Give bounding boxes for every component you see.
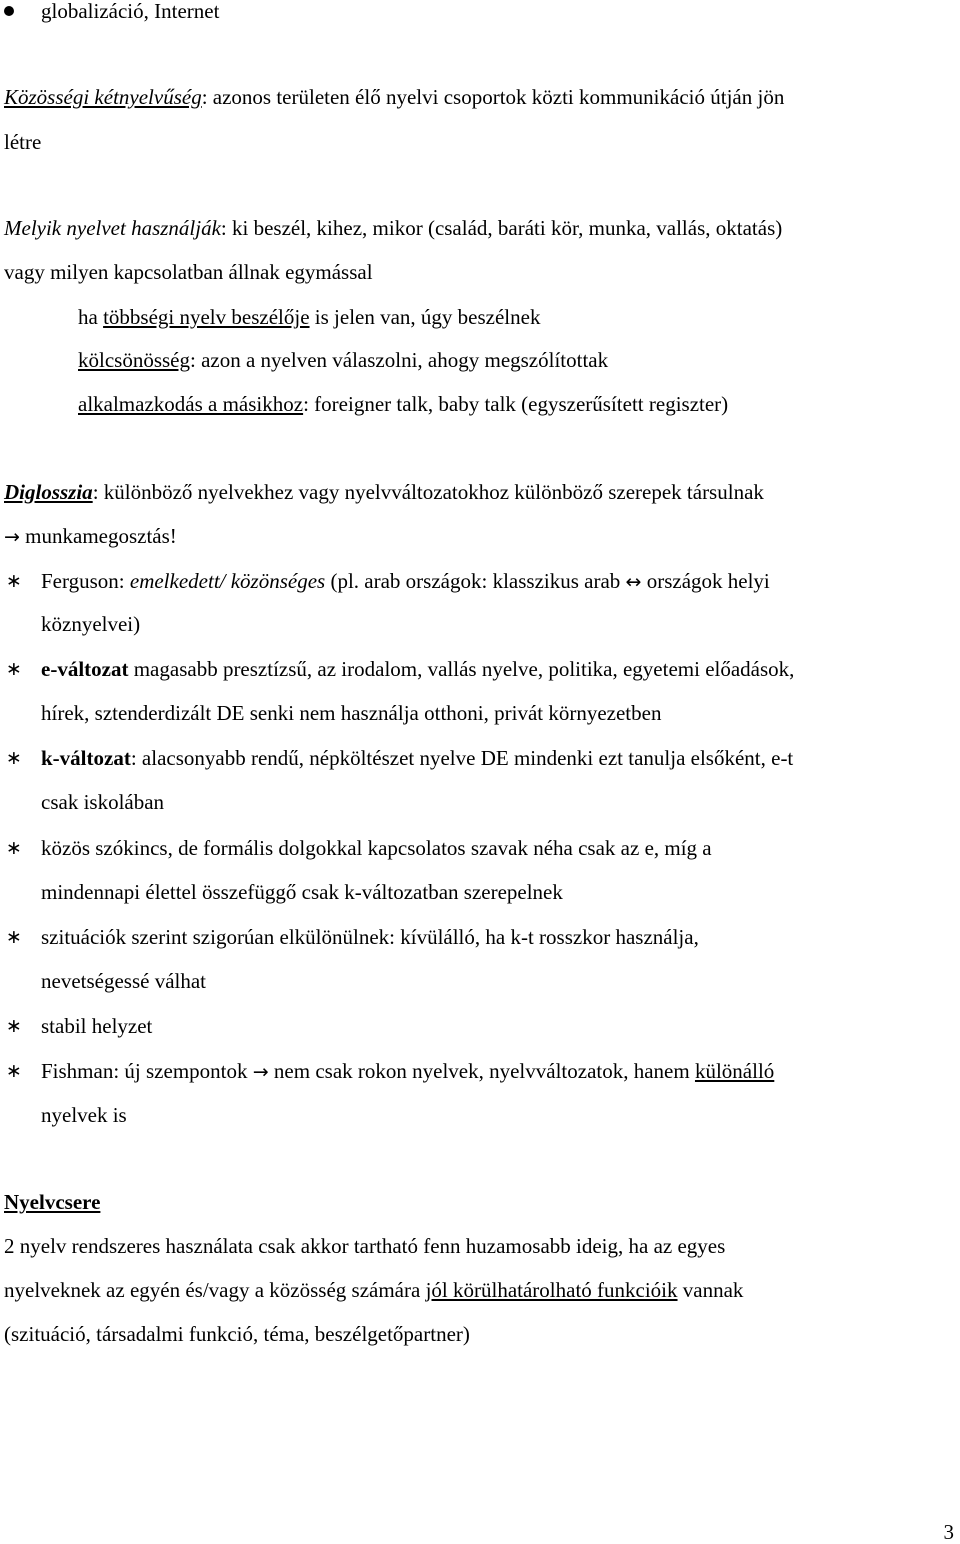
item-e-valtozat: e-változat magasabb presztízsű, az irodalom, vallás nyelve, politika, egyetemi előadások, <box>41 657 795 681</box>
asterisk-bullet-icon: ∗ <box>6 658 22 680</box>
line-globalizacio: globalizáció, Internet <box>41 0 220 23</box>
item-fishman: Fishman: új szempontok → nem csak rokon nyelvek, nyelvváltozatok, hanem különálló <box>41 1059 775 1083</box>
term-diglosszia: Diglosszia <box>4 480 93 504</box>
item-stabil: stabil helyzet <box>41 1014 153 1038</box>
item-fishman-cont: nyelvek is <box>41 1103 127 1127</box>
term-melyik: Melyik nyelvet használják <box>4 216 221 240</box>
item-ferguson: Ferguson: emelkedett/ közönséges (pl. arab országok: klasszikus arab ↔ országok helyi <box>41 569 770 593</box>
paragraph-melyik: Melyik nyelvet használják: ki beszél, kihez, mikor (család, baráti kör, munka, vallás, oktatás) <box>4 216 783 240</box>
paragraph-kozossegi: Közösségi kétnyelvűség: azonos területen élő nyelvi csoportok közti kommunikáció útján jön <box>4 85 785 109</box>
item-e-valtozat-cont: hírek, sztenderdizált DE senki nem használja otthoni, privát környezetben <box>41 701 662 725</box>
item-k-valtozat: k-változat: alacsonyabb rendű, népköltészet nyelve DE mindenki ezt tanulja elsőként, e-t <box>41 746 794 770</box>
item-szituaciok-cont: nevetségessé válhat <box>41 969 207 993</box>
section-title-nyelvcsere: Nyelvcsere <box>4 1190 101 1214</box>
nyelvcsere-line-3: (szituáció, társadalmi funkció, téma, beszélgetőpartner) <box>4 1322 470 1346</box>
item-k-valtozat-cont: csak iskolában <box>41 790 165 814</box>
paragraph-kozossegi-cont: létre <box>4 130 42 154</box>
paragraph-diglosszia-cont: → munkamegosztás! <box>4 524 177 548</box>
asterisk-bullet-icon: ∗ <box>6 837 22 859</box>
page-number: 3 <box>943 1520 954 1544</box>
asterisk-bullet-icon: ∗ <box>6 570 22 592</box>
left-right-arrow-icon: ↔ <box>625 571 642 593</box>
paragraph-melyik-cont: vagy milyen kapcsolatban állnak egymással <box>4 260 373 284</box>
asterisk-bullet-icon: ∗ <box>6 1060 22 1082</box>
asterisk-bullet-icon: ∗ <box>6 747 22 769</box>
asterisk-bullet-icon: ∗ <box>6 1015 22 1037</box>
right-arrow-icon: → <box>4 526 20 548</box>
item-szituaciok: szituációk szerint szigorúan elkülönülnek: kívülálló, ha k-t rosszkor használja, <box>41 925 699 949</box>
term-kozossegi: Közösségi kétnyelvűség <box>4 85 202 109</box>
right-arrow-icon: → <box>252 1061 269 1083</box>
item-kozos-szokincs-cont: mindennapi élettel összefüggő csak k-változatban szerepelnek <box>41 880 563 904</box>
paragraph-diglosszia: Diglosszia: különböző nyelvekhez vagy nyelvváltozatokhoz különböző szerepek társulnak <box>4 480 764 504</box>
sub-line-kolcsonosseg: kölcsönösség: azon a nyelven válaszolni, ahogy megszólítottak <box>78 348 609 372</box>
bullet-dot-icon <box>4 6 14 16</box>
item-ferguson-cont: köznyelvei) <box>41 612 141 636</box>
asterisk-bullet-icon: ∗ <box>6 926 22 948</box>
nyelvcsere-line-1: 2 nyelv rendszeres használata csak akkor tartható fenn huzamosabb ideig, ha az egyes <box>4 1234 726 1258</box>
sub-line-tobbsegi: ha többségi nyelv beszélője is jelen van, úgy beszélnek <box>78 305 541 329</box>
nyelvcsere-line-2: nyelveknek az egyén és/vagy a közösség számára jól körülhatárolható funkcióik vannak <box>4 1278 744 1302</box>
sub-line-alkalmazkodas: alkalmazkodás a másikhoz: foreigner talk, baby talk (egyszerűsített regiszter) <box>78 392 729 416</box>
item-kozos-szokincs: közös szókincs, de formális dolgokkal kapcsolatos szavak néha csak az e, míg a <box>41 836 712 860</box>
